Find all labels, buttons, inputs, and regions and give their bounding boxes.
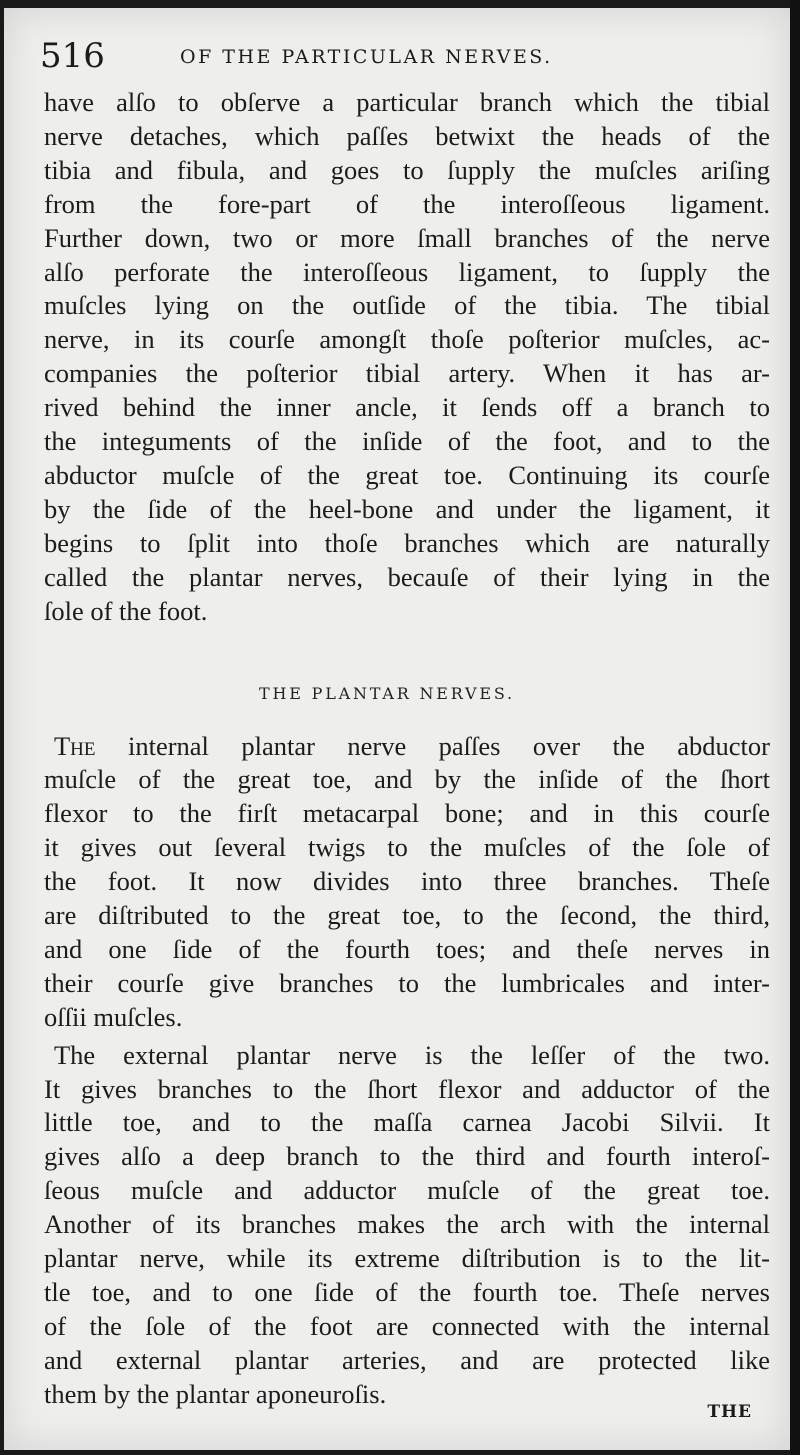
text-line: the integuments of the inſide of the foot, and to the xyxy=(44,426,770,457)
paragraph-3 xyxy=(44,1039,770,1412)
text-line: The external plantar nerve is the leſſer of the two. xyxy=(54,1039,770,1070)
text-line: companies the poſterior tibial artery. When it has ar- xyxy=(44,358,770,389)
text-line: from the fore-part of the interoſſeous ligament. xyxy=(44,188,770,219)
scan-edge xyxy=(790,0,800,1455)
text-line: by the ſide of the heel-bone and under the ligament, it xyxy=(44,493,770,524)
text-line: the foot. It now divides into three branches. Theſe xyxy=(44,866,770,897)
text-line: plantar nerve, while its extreme diſtribution is to the lit- xyxy=(44,1243,770,1274)
text-line: of the ſole of the foot are connected with the internal xyxy=(44,1310,770,1341)
text-line: have alſo to obſerve a particular branch which the tibial xyxy=(44,87,770,117)
catchword: THE xyxy=(707,1402,752,1422)
section-heading: THE PLANTAR NERVES. xyxy=(259,683,515,703)
text-line: muſcles lying on the outſide of the tibia. The tibial xyxy=(44,290,770,321)
text-line: ſole of the foot. xyxy=(44,595,208,626)
paragraph-1 xyxy=(44,86,770,629)
page-number: 516 xyxy=(40,36,105,76)
text-line: ſeous muſcle and adductor muſcle of the great toe. xyxy=(44,1175,770,1206)
text-line: muſcle of the great toe, and by the inſide of the ſhort xyxy=(44,764,770,795)
text-line: flexor to the firſt metacarpal bone; and in this courſe xyxy=(44,798,770,829)
paragraph-2 xyxy=(44,730,770,1035)
text-line: nerve detaches, which paſſes betwixt the heads of the xyxy=(44,120,770,151)
first-line-rest: internal plantar nerve paſſes over the abductor xyxy=(95,730,770,761)
text-line: rived behind the inner ancle, it ſends off a branch to xyxy=(44,392,770,423)
book-page xyxy=(4,8,790,1450)
text-line: are diſtributed to the great toe, to the ſecond, the third, xyxy=(44,900,770,931)
text-line: abductor muſcle of the great toe. Continuing its courſe xyxy=(44,459,770,490)
text-line: it gives out ſeveral twigs to the muſcles of the ſole of xyxy=(44,832,770,863)
text-line: and one ſide of the fourth toes; and theſe nerves in xyxy=(44,933,770,964)
body-text xyxy=(44,86,770,1412)
text-line: called the plantar nerves, becauſe of their lying in the xyxy=(44,561,770,592)
text-line: tibia and fibula, and goes to ſupply the muſcles ariſing xyxy=(44,154,770,185)
text-line: Further down, two or more ſmall branches of the nerve xyxy=(44,222,770,253)
text-line: nerve, in its courſe amongſt thoſe poſterior muſcles, ac- xyxy=(44,324,770,355)
text-line: their courſe give branches to the lumbricales and inter- xyxy=(44,967,770,998)
running-head: OF THE PARTICULAR NERVES. xyxy=(180,46,553,68)
text-line: them by the plantar aponeuroſis. xyxy=(44,1378,387,1409)
text-line: and external plantar arteries, and are protected like xyxy=(44,1344,770,1375)
text-line: alſo perforate the interoſſeous ligament, to ſupply the xyxy=(44,256,770,287)
text-line: little toe, and to the maſſa carnea Jacobi Silvii. It xyxy=(44,1107,770,1138)
text-line: tle toe, and to one ſide of the fourth toe. Theſe nerves xyxy=(44,1277,770,1307)
page-header xyxy=(40,36,750,76)
text-line: gives alſo a deep branch to the third and fourth interoſ- xyxy=(44,1141,770,1172)
text-line-first xyxy=(44,730,770,764)
text-line: It gives branches to the ſhort flexor and adductor of the xyxy=(44,1073,770,1104)
opening-word: The xyxy=(54,730,96,761)
text-line: oſſii muſcles. xyxy=(44,1001,183,1032)
text-line: Another of its branches makes the arch with the internal xyxy=(44,1209,770,1240)
text-line: begins to ſplit into thoſe branches which are naturally xyxy=(44,527,770,558)
